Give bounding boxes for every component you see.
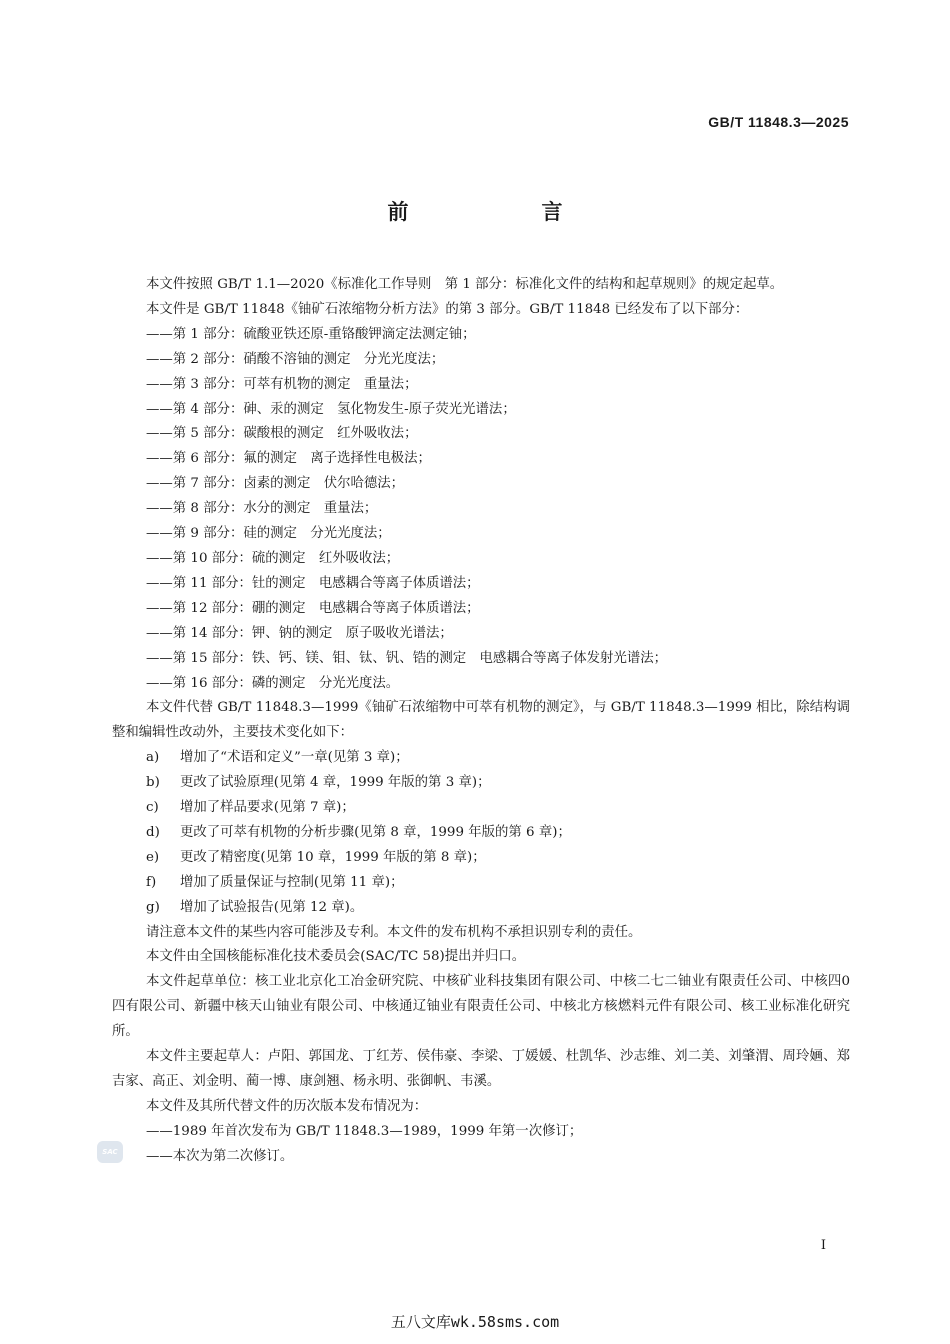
item-label: f) (146, 874, 157, 890)
list-item: ——第 9 部分：硅的测定 分光光度法； (146, 526, 391, 542)
list-item: ——第 12 部分：硼的测定 电感耦合等离子体质谱法； (146, 600, 480, 616)
item-text: 更改了可萃有机物的分析步骤(见第 8 章，1999 年版的第 6 章)； (180, 824, 571, 840)
paragraph: 本文件代替 GB/T 11848.3—1999《铀矿石浓缩物中可萃有机物的测定》，与 GB/T 11848.3—1999 相比，除结构调整和编辑性改动外，主要技术变化如下： (112, 700, 850, 741)
list-item (112, 871, 850, 896)
paragraph: 本文件起草单位：核工业北京化工冶金研究院、中核矿业科技集团有限公司、中核二七二铀业有限责任公司、中核四0四有限公司、新疆中核天山铀业有限公司、中核通辽铀业有限责任公司、中核北方核燃料元件有限公司、核工业标准化研究所。 (112, 974, 850, 1040)
item-text: 增加了样品要求(见第 7 章)； (180, 800, 355, 816)
list-item: ——第 10 部分：硫的测定 红外吸收法； (146, 550, 400, 566)
item-text: 增加了“术语和定义”一章(见第 3 章)； (180, 750, 409, 766)
list-item: ——1989 年首次发布为 GB/T 11848.3—1989，1999 年第一次修订； (146, 1123, 583, 1139)
list-item (112, 746, 850, 771)
paragraph: 本文件及其所代替文件的历次版本发布情况为： (146, 1098, 428, 1114)
list-item: ——第 7 部分：卤素的测定 伏尔哈德法； (146, 476, 405, 492)
changes-list (112, 746, 850, 920)
list-item (112, 896, 850, 921)
paragraph: 本文件是 GB/T 11848《铀矿石浓缩物分析方法》的第 3 部分。GB/T 11848 已经发布了以下部分： (146, 301, 749, 317)
list-item (112, 796, 850, 821)
paragraph: 本文件由全国核能标准化技术委员会(SAC/TC 58)提出并归口。 (146, 949, 526, 965)
item-text: 更改了试验原理(见第 4 章，1999 年版的第 3 章)； (180, 775, 491, 791)
list-item: ——第 4 部分：砷、汞的测定 氢化物发生-原子荧光光谱法； (146, 401, 516, 417)
item-text: 更改了精密度(见第 10 章，1999 年版的第 8 章)； (180, 849, 486, 865)
parts-list (112, 323, 850, 697)
standard-number: GB/T 11848.3—2025 (708, 114, 849, 130)
list-item: ——第 3 部分：可萃有机物的测定 重量法； (146, 376, 418, 392)
footer-site-name: 五八文库wk.58sms.com (390, 1313, 560, 1331)
list-item: ——第 16 部分：磷的测定 分光光度法。 (146, 675, 400, 691)
item-label: a) (146, 750, 160, 766)
history-list (112, 1120, 850, 1170)
item-label: d) (146, 824, 160, 840)
item-label: e) (146, 849, 160, 865)
list-item (112, 846, 850, 871)
list-item: ——第 15 部分：铁、钙、镁、钼、钛、钒、锆的测定 电感耦合等离子体发射光谱法； (146, 650, 668, 666)
list-item: ——第 8 部分：水分的测定 重量法； (146, 501, 378, 517)
item-label: c) (146, 800, 159, 816)
list-item: ——第 1 部分：硫酸亚铁还原-重铬酸钾滴定法测定铀； (146, 326, 476, 342)
list-item (112, 821, 850, 846)
list-item: ——第 6 部分：氟的测定 离子选择性电极法； (146, 451, 431, 467)
item-label: g) (146, 899, 160, 915)
paragraph: 本文件主要起草人：卢阳、郭国龙、丁红芳、侯伟豪、李梁、丁媛媛、杜凯华、沙志维、刘二美、刘肇渭、周玲婳、郑吉家、高正、刘金明、蔺一博、康剑翘、杨永明、张御帆、韦溪。 (112, 1049, 850, 1089)
document-body (112, 273, 850, 1170)
page-number: I (820, 1238, 826, 1253)
item-text: 增加了质量保证与控制(见第 11 章)； (180, 874, 404, 890)
list-item: ——第 2 部分：硝酸不溶铀的测定 分光光度法； (146, 351, 445, 367)
list-item: ——第 5 部分：碳酸根的测定 红外吸收法； (146, 426, 418, 442)
sac-watermark-logo: SAC (97, 1141, 123, 1163)
paragraph: 请注意本文件的某些内容可能涉及专利。本文件的发布机构不承担识别专利的责任。 (146, 924, 642, 940)
item-label: b) (146, 775, 160, 791)
page-title: 前 言 (387, 200, 619, 224)
list-item: ——第 11 部分：钍的测定 电感耦合等离子体质谱法； (146, 575, 480, 591)
list-item (112, 771, 850, 796)
paragraph: 本文件按照 GB/T 1.1—2020《标准化工作导则 第 1 部分：标准化文件的结构和起草规则》的规定起草。 (146, 277, 784, 292)
item-text: 增加了试验报告(见第 12 章)。 (180, 899, 364, 915)
list-item: ——第 14 部分：钾、钠的测定 原子吸收光谱法； (146, 625, 453, 641)
list-item: ——本次为第二次修订。 (146, 1148, 294, 1164)
